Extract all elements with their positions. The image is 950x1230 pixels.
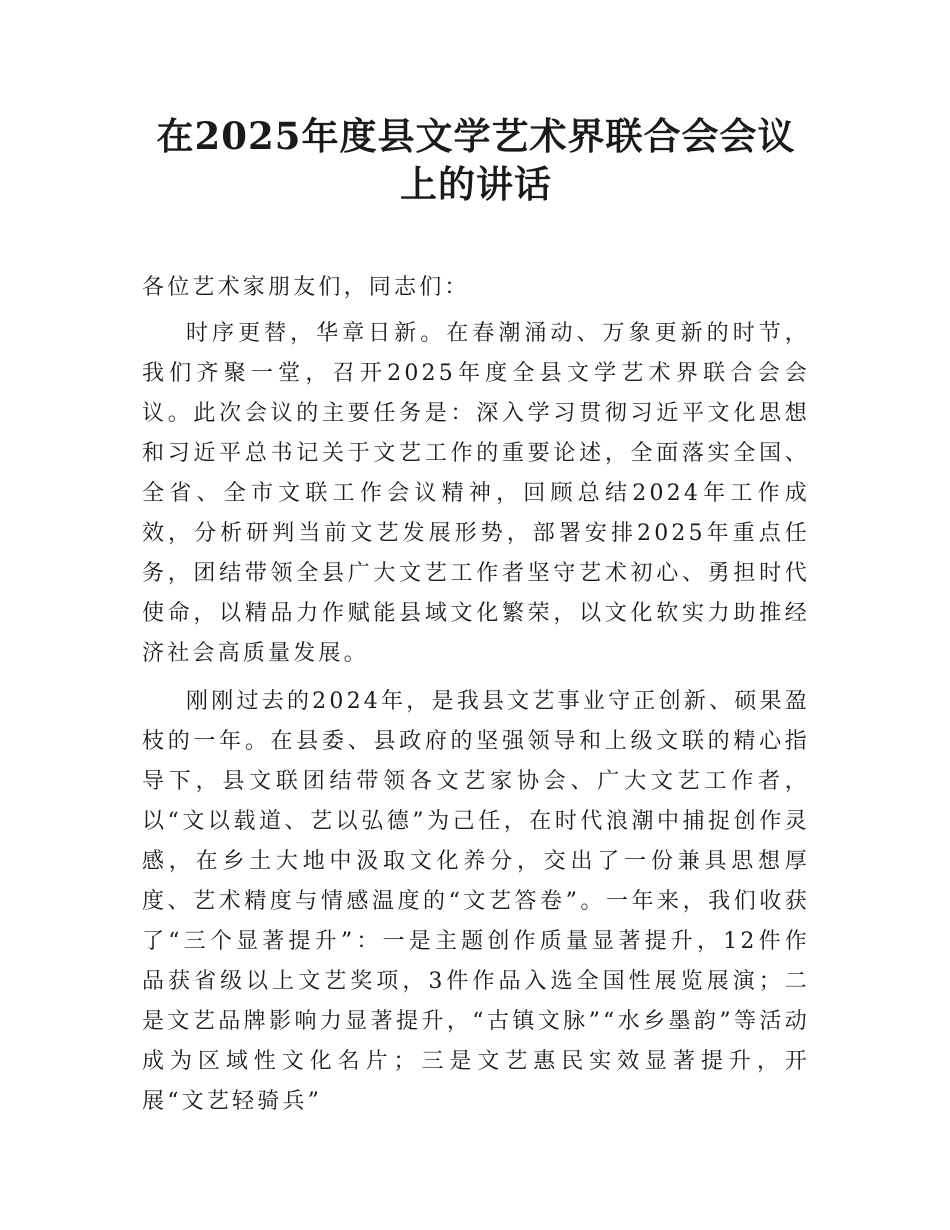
document-body (142, 268, 810, 1130)
document-title: 在2025年度县文学艺术界联合会会议上的讲话 (156, 114, 796, 206)
paragraph-review: 刚刚过去的2024年，是我县文艺事业守正创新、硕果盈枝的一年。在县委、县政府的坚强领导和上级文联的精心指导下，县文联团结带领各文艺家协会、广大文艺工作者，以“文以载道、艺以弘德”为己任，在时代浪潮中捕捉创作灵感，在乡土大地中汲取文化养分，交出了一份兼具思想厚度、艺术精度与情感温度的“文艺答卷”。一年来，我们收获了“三个显著提升”：一是主题创作质量显著提升，12件作品获省级以上文艺奖项，3件作品入选全国性展览展演；二是文艺品牌影响力显著提升，“古镇文脉”“水乡墨韵”等活动成为区域性文化名片；三是文艺惠民实效显著提升，开展“文艺轻骑兵” (142, 689, 810, 1114)
paragraph-opening: 时序更替，华章日新。在春潮涌动、万象更新的时节，我们齐聚一堂，召开2025年度全县文学艺术界联合会会议。此次会议的主要任务是：深入学习贯彻习近平文化思想和习近平总书记关于文艺工作的重要论述，全面落实全国、全省、全市文联工作会议精神，回顾总结2024年工作成效，分析研判当前文艺发展形势，部署安排2025年重点任务，团结带领全县广大文艺工作者坚守艺术初心、勇担时代使命，以精品力作赋能县域文化繁荣，以文化软实力助推经济社会高质量发展。 (142, 321, 810, 666)
salutation: 各位艺术家朋友们，同志们： (142, 275, 470, 300)
